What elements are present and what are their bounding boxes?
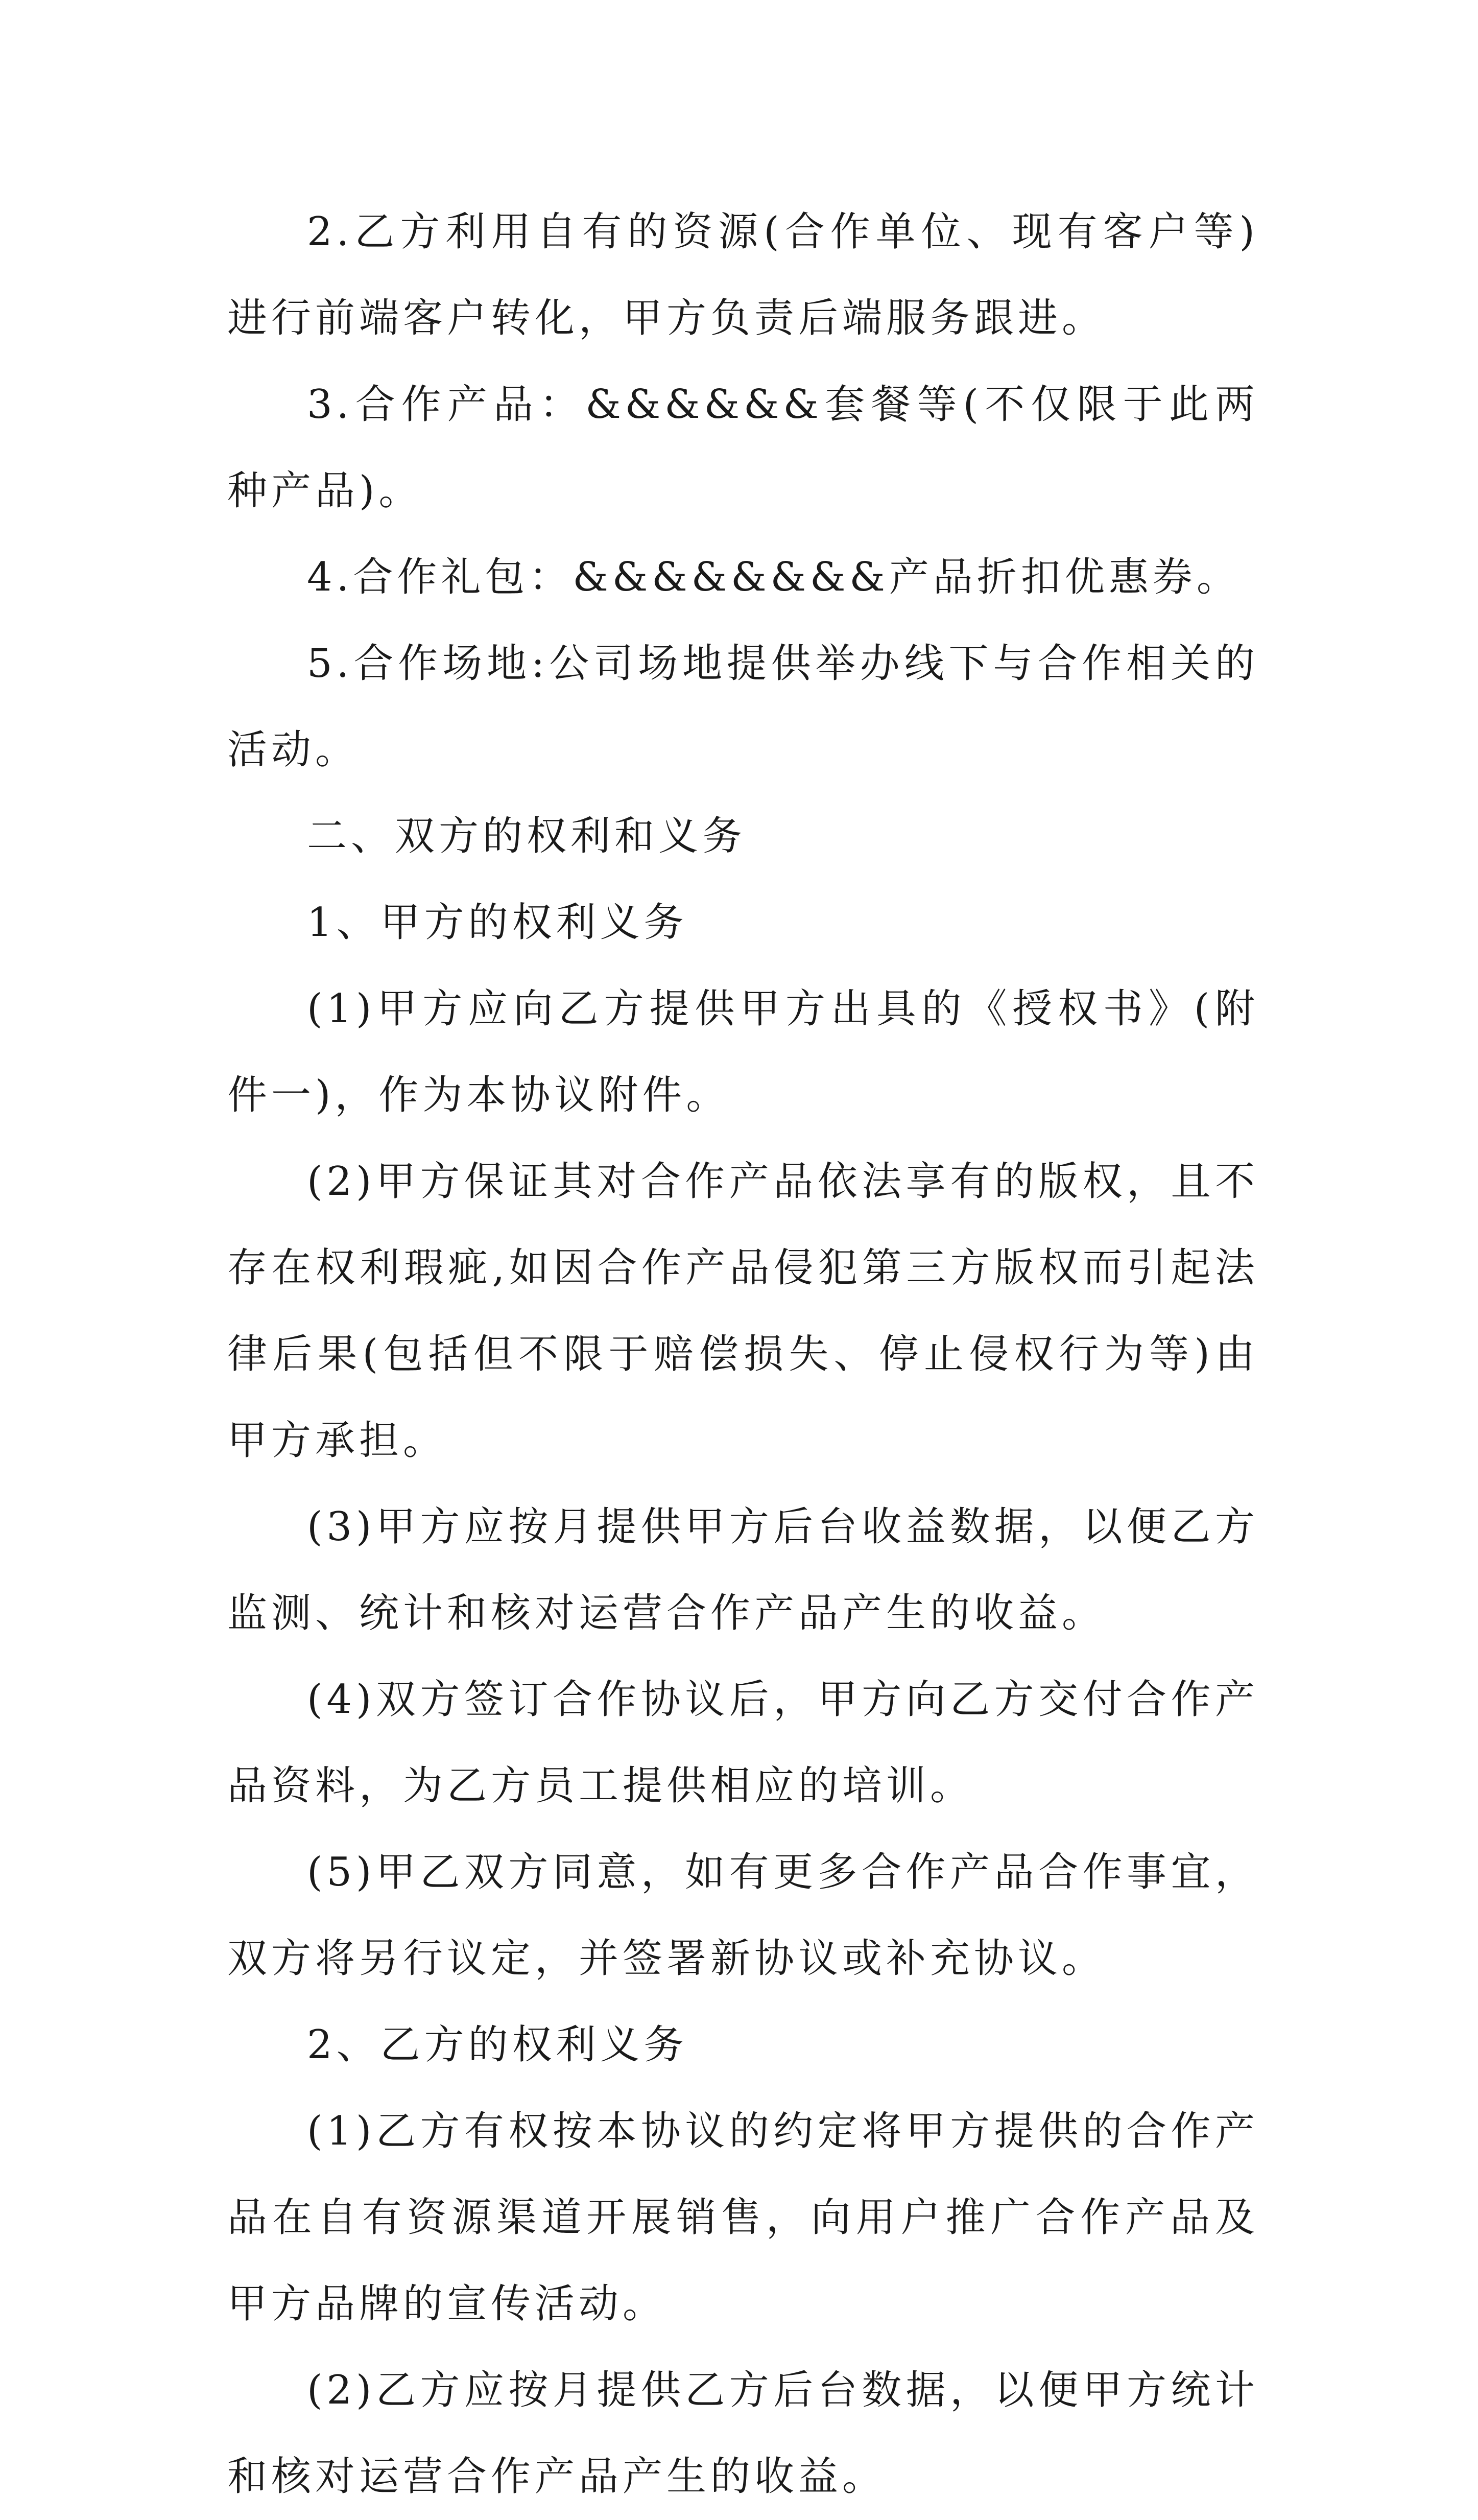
- subheading-party-a: 1、甲方的权利义务: [307, 900, 688, 946]
- paragraph-party-b-item-2: (2)乙方应按月提供乙方后台数据，以便甲方统计和核对运营合作产品产生的收益。: [227, 2367, 1259, 2500]
- subheading-party-b: 2、乙方的权利义务: [307, 2022, 688, 2068]
- paragraph-party-a-item-4: (4)双方签订合作协议后，甲方向乙方交付合作产品资料，为乙方员工提供相应的培训。: [227, 1677, 1259, 1809]
- paragraph-clause-4: 4.合作礼包：&&&&&&&&产品折扣优惠券。: [307, 554, 1241, 600]
- paragraph-party-a-item-2: (2)甲方保证其对合作产品依法享有的版权，且不存在权利瑕疵,如因合作产品侵犯第三方版权而引起法律后果(包括但不限于赔偿损失、停止侵权行为等)由甲方承担。: [227, 1159, 1259, 1464]
- document-body: [227, 189, 1259, 2520]
- paragraph-party-b-item-1: (1)乙方有权按本协议的约定将甲方提供的合作产品在自有资源渠道开展销售，向用户推广合作产品及甲方品牌的宣传活动。: [227, 2108, 1259, 2327]
- paragraph-clause-3: 3.合作产品：&&&&&&套餐等(不仅限于此两种产品)。: [227, 382, 1259, 514]
- paragraph-party-a-item-3: (3)甲方应按月提供甲方后台收益数据，以便乙方监测、统计和核对运营合作产品产生的收益。: [227, 1504, 1259, 1636]
- paragraph-clause-2: 2.乙方利用自有的资源(合作单位、现有客户等)进行前端客户转化，甲方负责后端服务跟进。: [227, 209, 1259, 341]
- paragraph-party-a-item-1: (1)甲方应向乙方提供甲方出具的《授权书》(附件一)，作为本协议附件。: [227, 986, 1259, 1118]
- paragraph-party-a-item-5: (5)甲乙双方同意，如有更多合作产品合作事宜，双方将另行议定，并签署新协议或补充协议。: [227, 1849, 1259, 1982]
- section-heading-rights-obligations: 二、双方的权利和义务: [307, 813, 747, 859]
- paragraph-clause-5: 5.合作场地:公司场地提供举办线下与合作相关的活动。: [227, 641, 1259, 773]
